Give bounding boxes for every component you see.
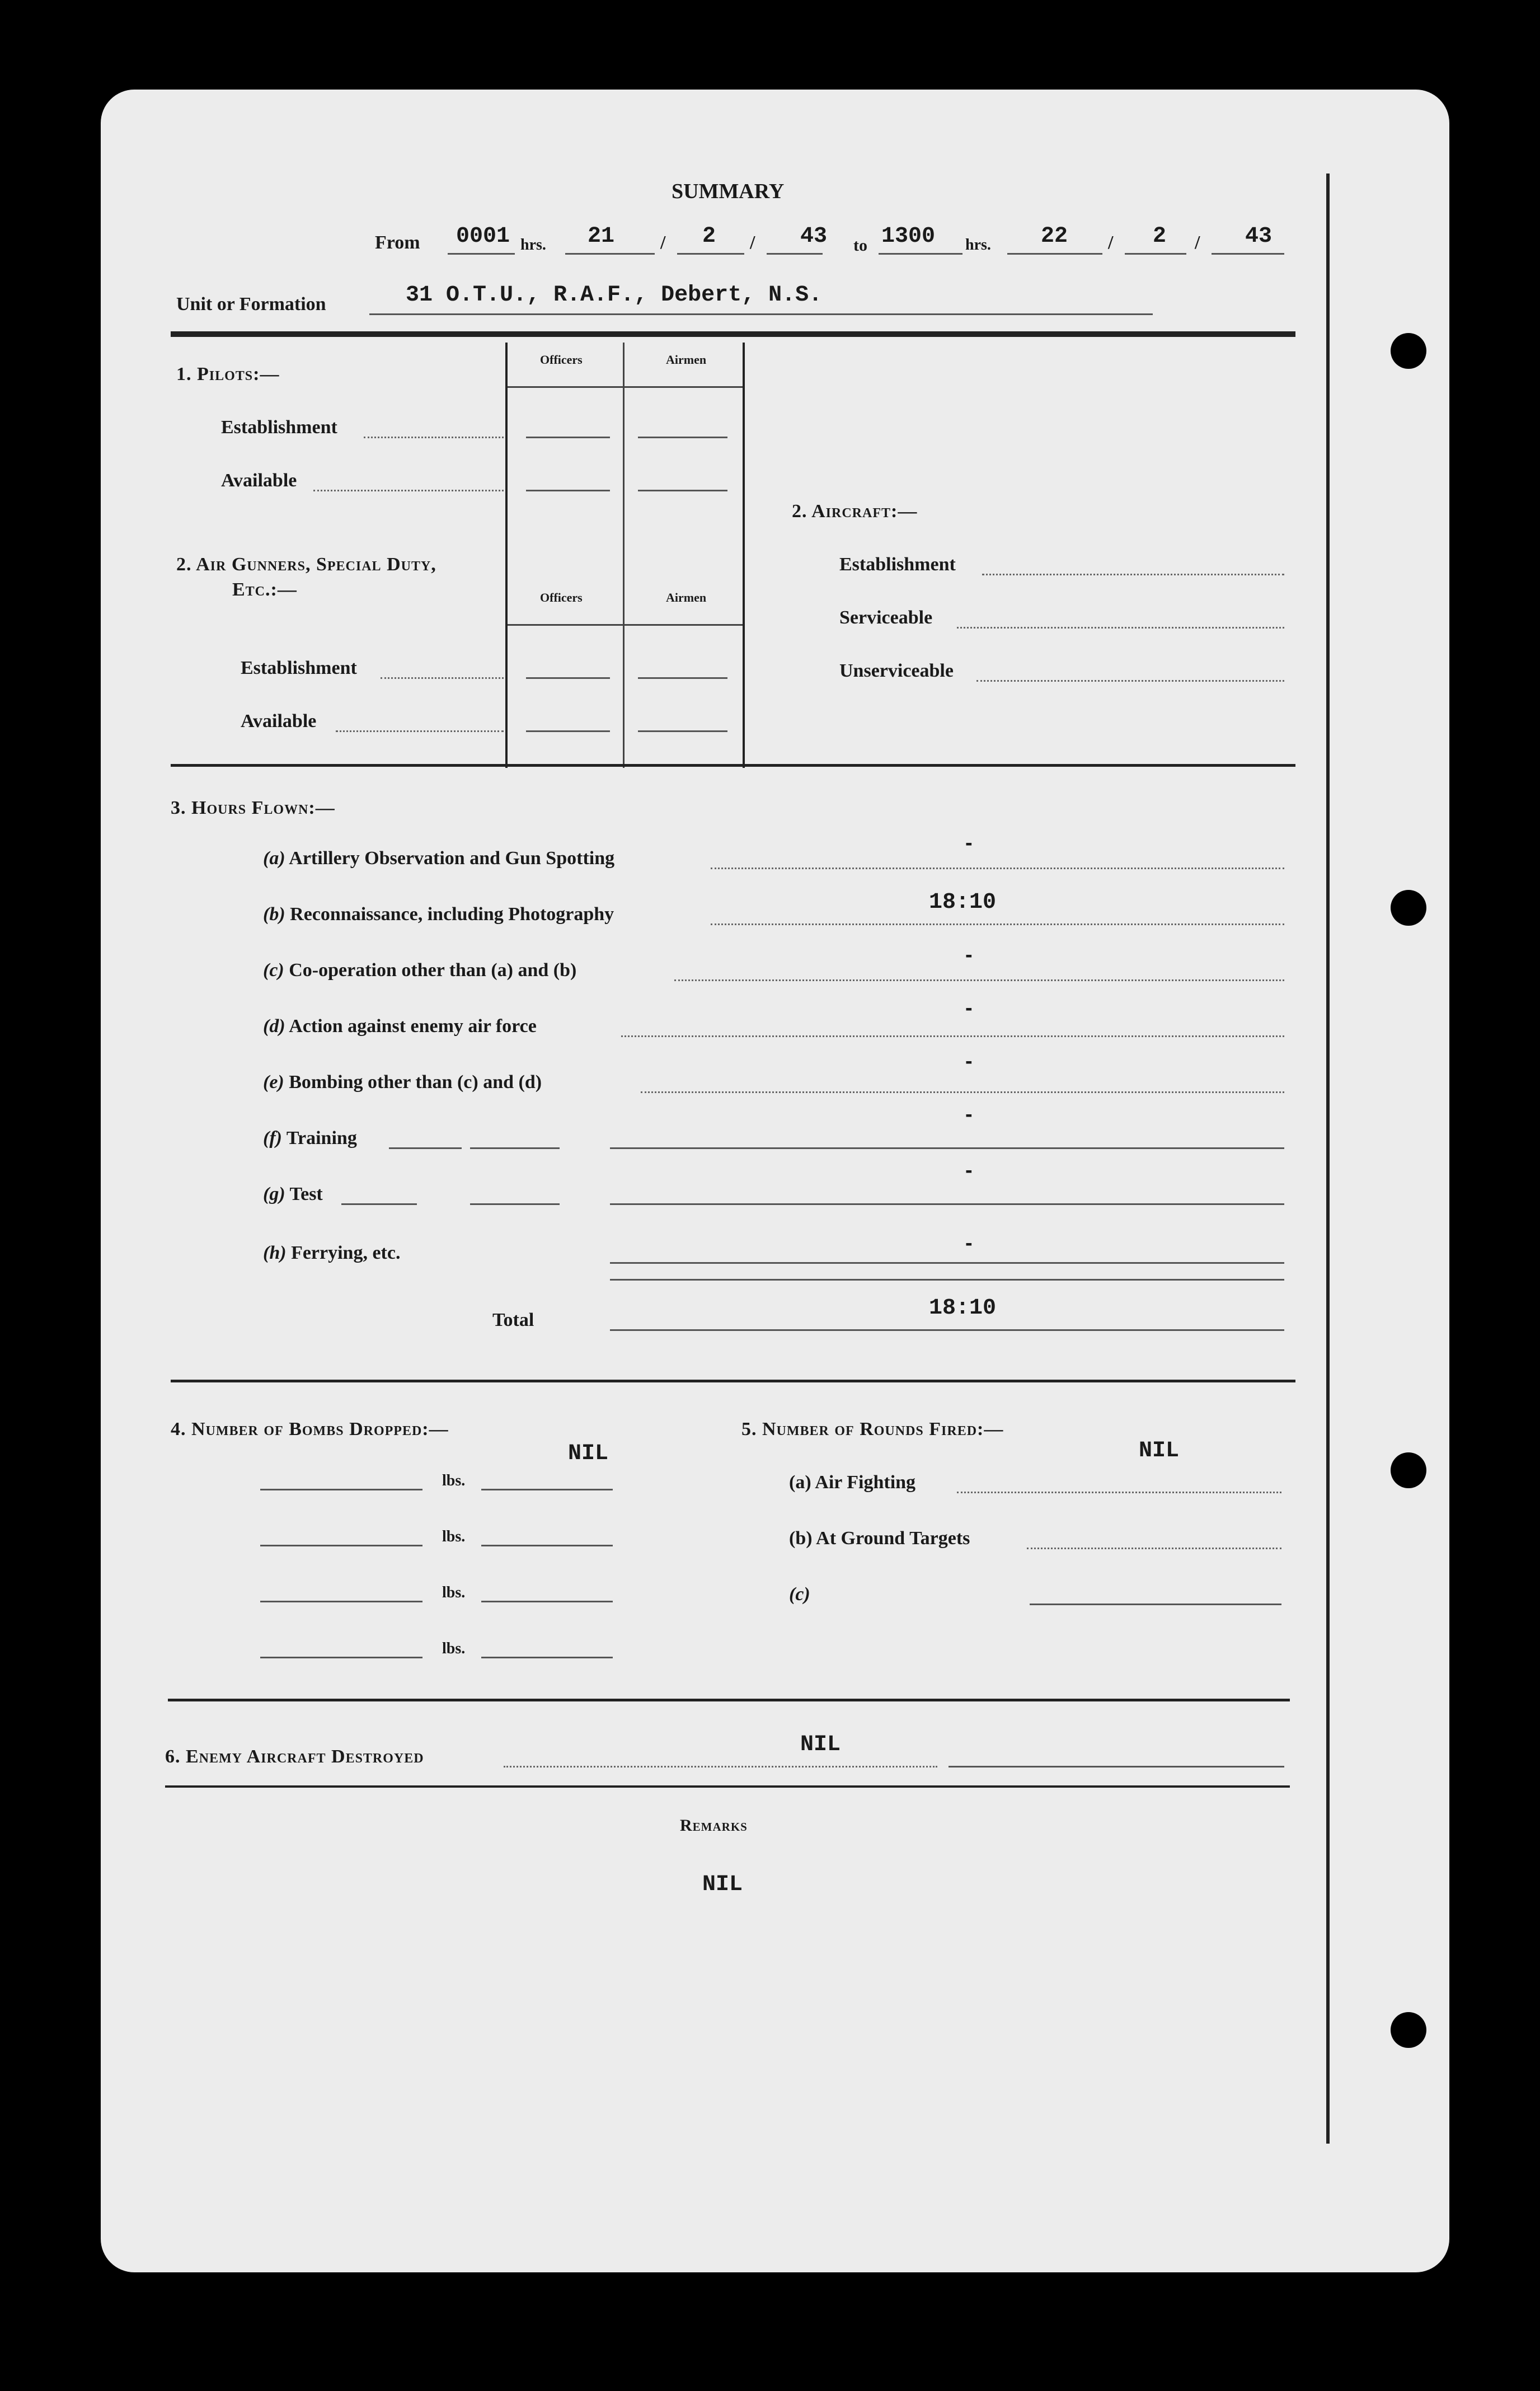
unit-value: 31 O.T.U., R.A.F., Debert, N.S.: [406, 283, 823, 308]
from-year-value: 43: [800, 224, 828, 249]
gunners-airmen-header: Airmen: [666, 590, 707, 604]
item-b-value: 18:10: [929, 890, 997, 915]
bombs-lbs-1: lbs.: [442, 1472, 466, 1489]
from-hrs-label: hrs.: [520, 236, 546, 254]
pilots-airmen-header: Airmen: [666, 353, 707, 367]
to-day-value: 22: [1041, 224, 1068, 249]
item-h-label: Ferrying, etc.: [291, 1243, 401, 1263]
item-b-letter: (b): [263, 904, 285, 925]
gunners-section-label-line2: Etc.:—: [232, 579, 297, 600]
item-e-value: -: [965, 1049, 973, 1073]
item-f-letter: (f): [263, 1128, 282, 1148]
punch-hole: [1391, 890, 1426, 926]
item-a-value: -: [965, 831, 973, 855]
date-separator: /: [660, 232, 666, 253]
aircraft-section-label: 2. Aircraft:—: [792, 501, 918, 522]
bombs-value: NIL: [568, 1441, 609, 1466]
from-month-value: 2: [702, 224, 716, 249]
date-separator: /: [750, 232, 755, 253]
rounds-other-label: (c): [789, 1584, 810, 1605]
to-month-value: 2: [1153, 224, 1167, 249]
punch-hole: [1391, 1452, 1426, 1488]
remarks-value: NIL: [702, 1872, 743, 1897]
item-g-value: -: [965, 1159, 973, 1182]
form-title: SUMMARY: [672, 180, 785, 203]
aircraft-serviceable-label: Serviceable: [839, 607, 933, 628]
rounds-value: NIL: [1139, 1438, 1180, 1464]
item-f-value: -: [965, 1103, 973, 1126]
rounds-ground-targets-label: (b) At Ground Targets: [789, 1528, 970, 1549]
rounds-section-label: 5. Number of Rounds Fired:—: [741, 1419, 1004, 1440]
gunners-officers-header: Officers: [540, 590, 583, 604]
to-year-value: 43: [1245, 224, 1273, 249]
item-c-value: -: [965, 943, 973, 967]
item-e-label: Bombing other than (c) and (d): [289, 1072, 542, 1093]
item-a-label: Artillery Observation and Gun Spotting: [289, 848, 615, 869]
aircraft-establishment-label: Establishment: [839, 554, 956, 575]
item-c-label: Co-operation other than (a) and (b): [289, 960, 577, 981]
item-a-letter: (a): [263, 848, 285, 869]
margin-rule: [1326, 174, 1330, 2144]
item-e-letter: (e): [263, 1072, 284, 1093]
item-h-value: -: [965, 1231, 973, 1255]
gunners-available-label: Available: [241, 711, 317, 732]
item-c-letter: (c): [263, 960, 284, 981]
pilots-officers-header: Officers: [540, 353, 583, 367]
summary-form-sheet: [101, 90, 1449, 2272]
from-hours-value: 0001: [456, 224, 510, 249]
unit-label: Unit or Formation: [176, 294, 326, 315]
item-d-letter: (d): [263, 1016, 285, 1037]
from-label: From: [375, 232, 420, 253]
item-d-value: -: [965, 996, 973, 1020]
rounds-air-fighting-label: (a) Air Fighting: [789, 1472, 916, 1493]
punch-hole: [1391, 2012, 1426, 2048]
gunners-establishment-label: Establishment: [241, 658, 357, 678]
pilots-available-label: Available: [221, 470, 297, 491]
from-day-value: 21: [588, 224, 615, 249]
punch-hole: [1391, 333, 1426, 369]
gunners-section-label: 2. Air Gunners, Special Duty,: [176, 554, 436, 575]
item-g-letter: (g): [263, 1184, 285, 1204]
bombs-section-label: 4. Number of Bombs Dropped:—: [171, 1419, 449, 1440]
date-separator: /: [1108, 232, 1114, 253]
to-label: to: [853, 236, 867, 255]
bombs-lbs-2: lbs.: [442, 1528, 466, 1545]
bombs-lbs-4: lbs.: [442, 1640, 466, 1657]
total-label: Total: [492, 1310, 534, 1330]
remarks-label: Remarks: [680, 1816, 748, 1835]
hours-flown-section-label: 3. Hours Flown:—: [171, 798, 335, 818]
item-b-label: Reconnaissance, including Photography: [290, 904, 614, 925]
item-g-label: Test: [289, 1184, 323, 1204]
item-f-label: Training: [286, 1128, 357, 1148]
pilots-section-label: 1. Pilots:—: [176, 364, 280, 385]
bombs-lbs-3: lbs.: [442, 1584, 466, 1601]
to-hours-value: 1300: [881, 224, 936, 249]
total-value: 18:10: [929, 1296, 997, 1321]
pilots-establishment-label: Establishment: [221, 417, 337, 438]
item-h-letter: (h): [263, 1243, 287, 1263]
to-hrs-label: hrs.: [965, 236, 991, 254]
item-d-label: Action against enemy air force: [289, 1016, 537, 1037]
enemy-aircraft-value: NIL: [800, 1732, 841, 1757]
aircraft-unserviceable-label: Unserviceable: [839, 660, 954, 681]
enemy-aircraft-label: 6. Enemy Aircraft Destroyed: [165, 1746, 424, 1767]
date-separator: /: [1195, 232, 1200, 253]
